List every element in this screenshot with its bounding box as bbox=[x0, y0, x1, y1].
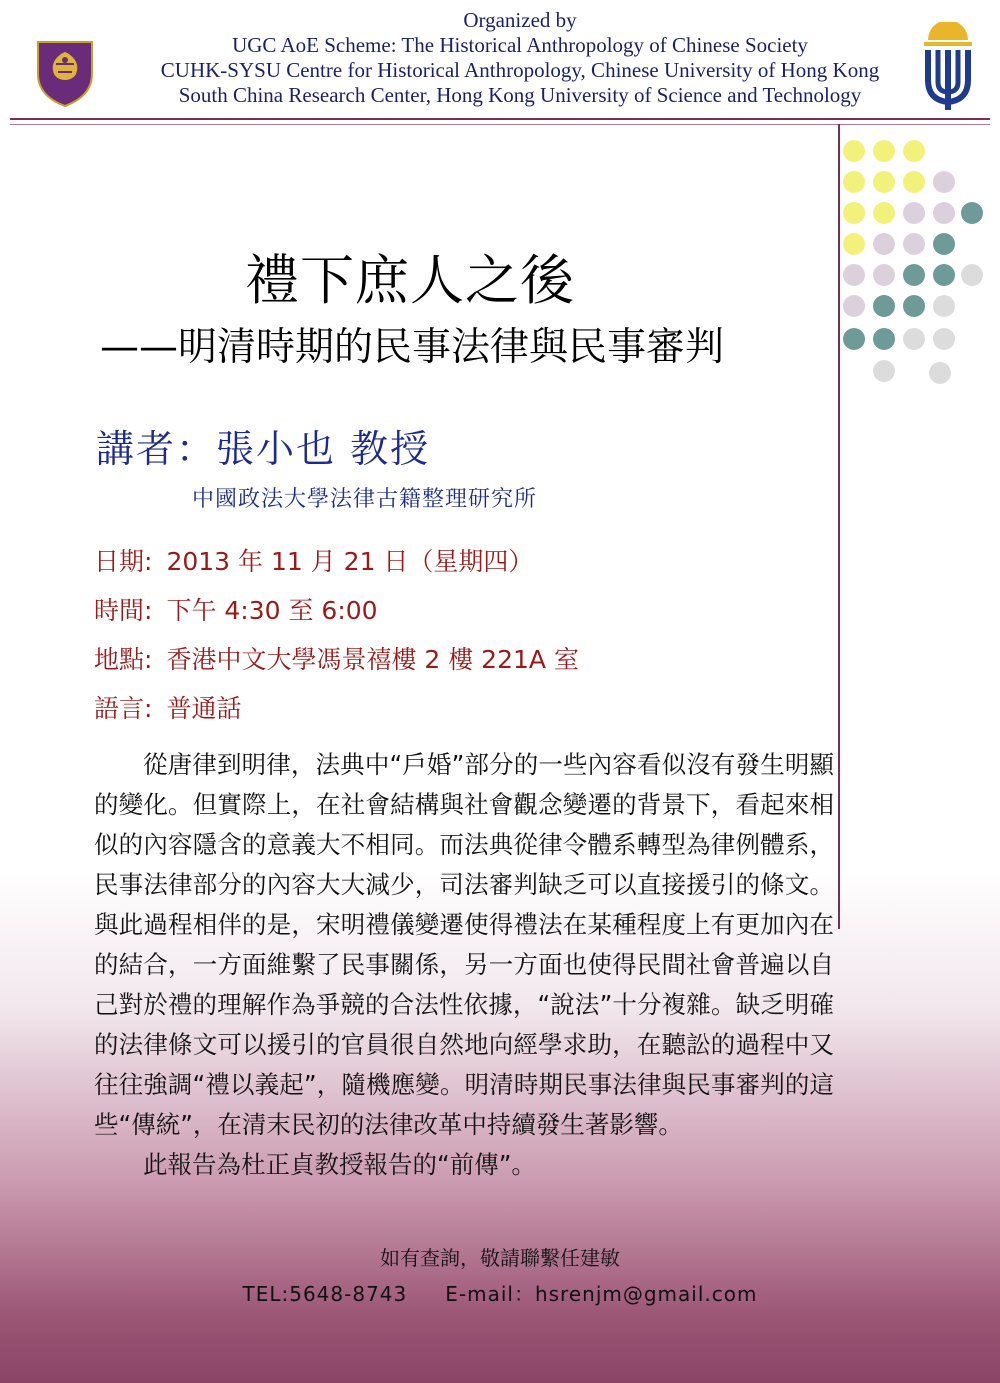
header-rule bbox=[10, 118, 990, 120]
dot bbox=[933, 295, 955, 317]
hkust-logo-icon bbox=[920, 22, 976, 114]
dot bbox=[873, 171, 895, 193]
dot bbox=[843, 264, 865, 286]
time-value: 下午 4:30 至 6:00 bbox=[166, 596, 378, 625]
dot bbox=[843, 233, 865, 255]
organized-by-label: Organized by bbox=[463, 8, 577, 32]
date-row bbox=[94, 542, 533, 578]
contact-details bbox=[0, 1278, 1000, 1307]
dot bbox=[903, 295, 925, 317]
organizer-line-1: UGC AoE Scheme: The Historical Anthropology of Chinese Society bbox=[232, 33, 808, 57]
dot bbox=[903, 171, 925, 193]
dot bbox=[933, 233, 955, 255]
dot bbox=[903, 140, 925, 162]
dot bbox=[903, 328, 925, 350]
dot bbox=[843, 202, 865, 224]
contact-inquiry: 如有查詢，敬請聯繫任建敏 bbox=[380, 1246, 620, 1270]
dot bbox=[873, 360, 895, 382]
dot bbox=[903, 233, 925, 255]
language-value: 普通話 bbox=[166, 694, 242, 723]
dot bbox=[933, 328, 955, 350]
dot bbox=[843, 328, 865, 350]
note-paragraph: 此報告為杜正貞教授報告的“前傳”。 bbox=[143, 1150, 536, 1179]
dot bbox=[843, 295, 865, 317]
decorative-dots bbox=[843, 140, 983, 390]
dot bbox=[933, 171, 955, 193]
dot bbox=[873, 328, 895, 350]
dot bbox=[961, 264, 983, 286]
abstract bbox=[94, 745, 834, 1185]
side-rule bbox=[838, 124, 840, 929]
dot bbox=[873, 140, 895, 162]
dot bbox=[873, 202, 895, 224]
dot bbox=[933, 202, 955, 224]
speaker: 講者：張小也 教授 bbox=[96, 427, 431, 471]
language-row bbox=[94, 689, 241, 725]
dot bbox=[961, 202, 983, 224]
language-label: 語言: bbox=[94, 694, 153, 723]
dot bbox=[933, 264, 955, 286]
dot bbox=[903, 202, 925, 224]
lecture-subtitle: ——明清時期的民事法律與民事審判 bbox=[100, 325, 725, 370]
date-value: 2013 年 11 月 21 日（星期四） bbox=[166, 547, 534, 576]
organizer-line-2: CUHK-SYSU Centre for Historical Anthropology, Chinese University of Hong Kong bbox=[160, 58, 880, 82]
venue-row bbox=[94, 640, 579, 676]
header bbox=[0, 0, 1000, 120]
header-rule-thin bbox=[10, 124, 990, 125]
venue-label: 地點: bbox=[94, 645, 153, 674]
dot bbox=[929, 362, 951, 384]
contact-tel: TEL:5648-8743 bbox=[242, 1282, 408, 1306]
organizer-line-3: South China Research Center, Hong Kong University of Science and Technology bbox=[178, 83, 862, 107]
dot bbox=[903, 264, 925, 286]
dot bbox=[873, 295, 895, 317]
cuhk-logo-icon bbox=[34, 38, 96, 110]
dot bbox=[843, 140, 865, 162]
time-row bbox=[94, 591, 378, 627]
dot bbox=[873, 233, 895, 255]
abstract-paragraph: 從唐律到明律，法典中“戶婚”部分的一些內容看似沒有發生明顯的變化。但實際上，在社會結構與社會觀念變遷的背景下，看起來相似的內容隱含的意義大不相同。而法典從律令體系轉型為律例體系，民事法律部分的內容大大減少，司法審判缺乏可以直接援引的條文。與此過程相伴的是，宋明禮儀變遷使得禮法在某種程度上有更加內在的結合，一方面維繫了民事關係，另一方面也使得民間社會普遍以自己對於禮的理解作為爭競的合法性依據，“說法”十分複雜。缺乏明確的法律條文可以援引的官員很自然地向經學求助，在聽訟的過程中又往往強調“禮以義起”，隨機應變。明清時期民事法律與民事審判的這些“傳統”，在清末民初的法律改革中持續發生著影響。 bbox=[94, 750, 834, 1139]
time-label: 時間: bbox=[94, 596, 153, 625]
dot bbox=[873, 264, 895, 286]
contact-email[interactable]: E-mail：hsrenjm@gmail.com bbox=[445, 1282, 758, 1306]
dot bbox=[843, 171, 865, 193]
speaker-affiliation: 中國政法大學法律古籍整理研究所 bbox=[192, 487, 538, 512]
venue-value: 香港中文大學馮景禧樓 2 樓 221A 室 bbox=[166, 645, 579, 674]
date-label: 日期: bbox=[94, 547, 153, 576]
lecture-title: 禮下庶人之後 bbox=[245, 249, 575, 312]
